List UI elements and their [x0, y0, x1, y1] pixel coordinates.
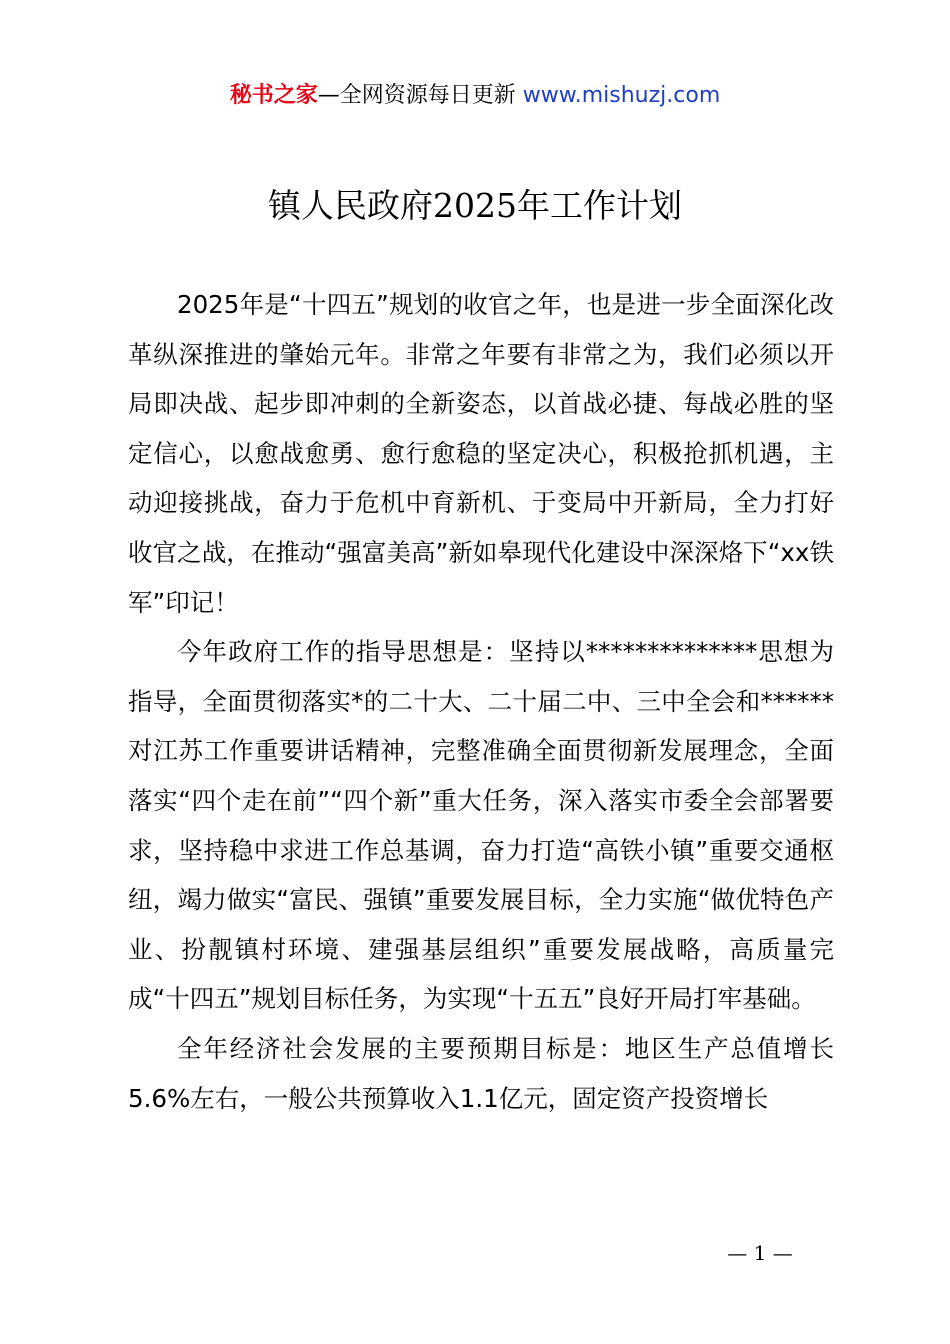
brand-name: 秘书之家 [229, 83, 318, 108]
website-link[interactable]: www.mishuzj.com [522, 83, 721, 108]
header-tagline: —全网资源每日更新 [317, 83, 516, 108]
page-number: — 1 — [727, 1241, 793, 1265]
document-title: 镇人民政府2025年工作计划 [268, 186, 682, 225]
site-header [0, 80, 950, 112]
paragraph-3: 全年经济社会发展的主要预期目标是：地区生产总值增长5.6%左右，一般公共预算收入1.1亿元，固定资产投资增长 [128, 1033, 834, 1113]
paragraph-2: 今年政府工作的指导思想是：坚持以**************思想为指导，全面贯彻落实*的二十大、二十届二中、三中全会和******对江苏工作重要讲话精神，完整准确全面贯彻新发展理念，全面落实“四个走在前”“四个新”重大任务，深入落实市委全会部署要求，坚持稳中求进工作总基调，奋力打造“高铁小镇”重要交通枢纽，竭力做实“富民、强镇”重要发展目标，全力实施“做优特色产业、扮靓镇村环境、建强基层组织”重要发展战略，高质量完成“十四五”规划目标任务，为实现“十五五”良好开局打牢基础。 [128, 637, 834, 1014]
document-body [128, 280, 834, 1123]
paragraph-1: 2025年是“十四五”规划的收官之年，也是进一步全面深化改革纵深推进的肇始元年。非常之年要有非常之为，我们必须以开局即决战、起步即冲刺的全新姿态，以首战必捷、每战必胜的坚定信心，以愈战愈勇、愈行愈稳的坚定决心，积极抢抓机遇，主动迎接挑战，奋力于危机中育新机、于变局中开新局，全力打好收官之战，在推动“强富美高”新如皋现代化建设中深深烙下“xx铁军”印记！ [128, 290, 834, 617]
